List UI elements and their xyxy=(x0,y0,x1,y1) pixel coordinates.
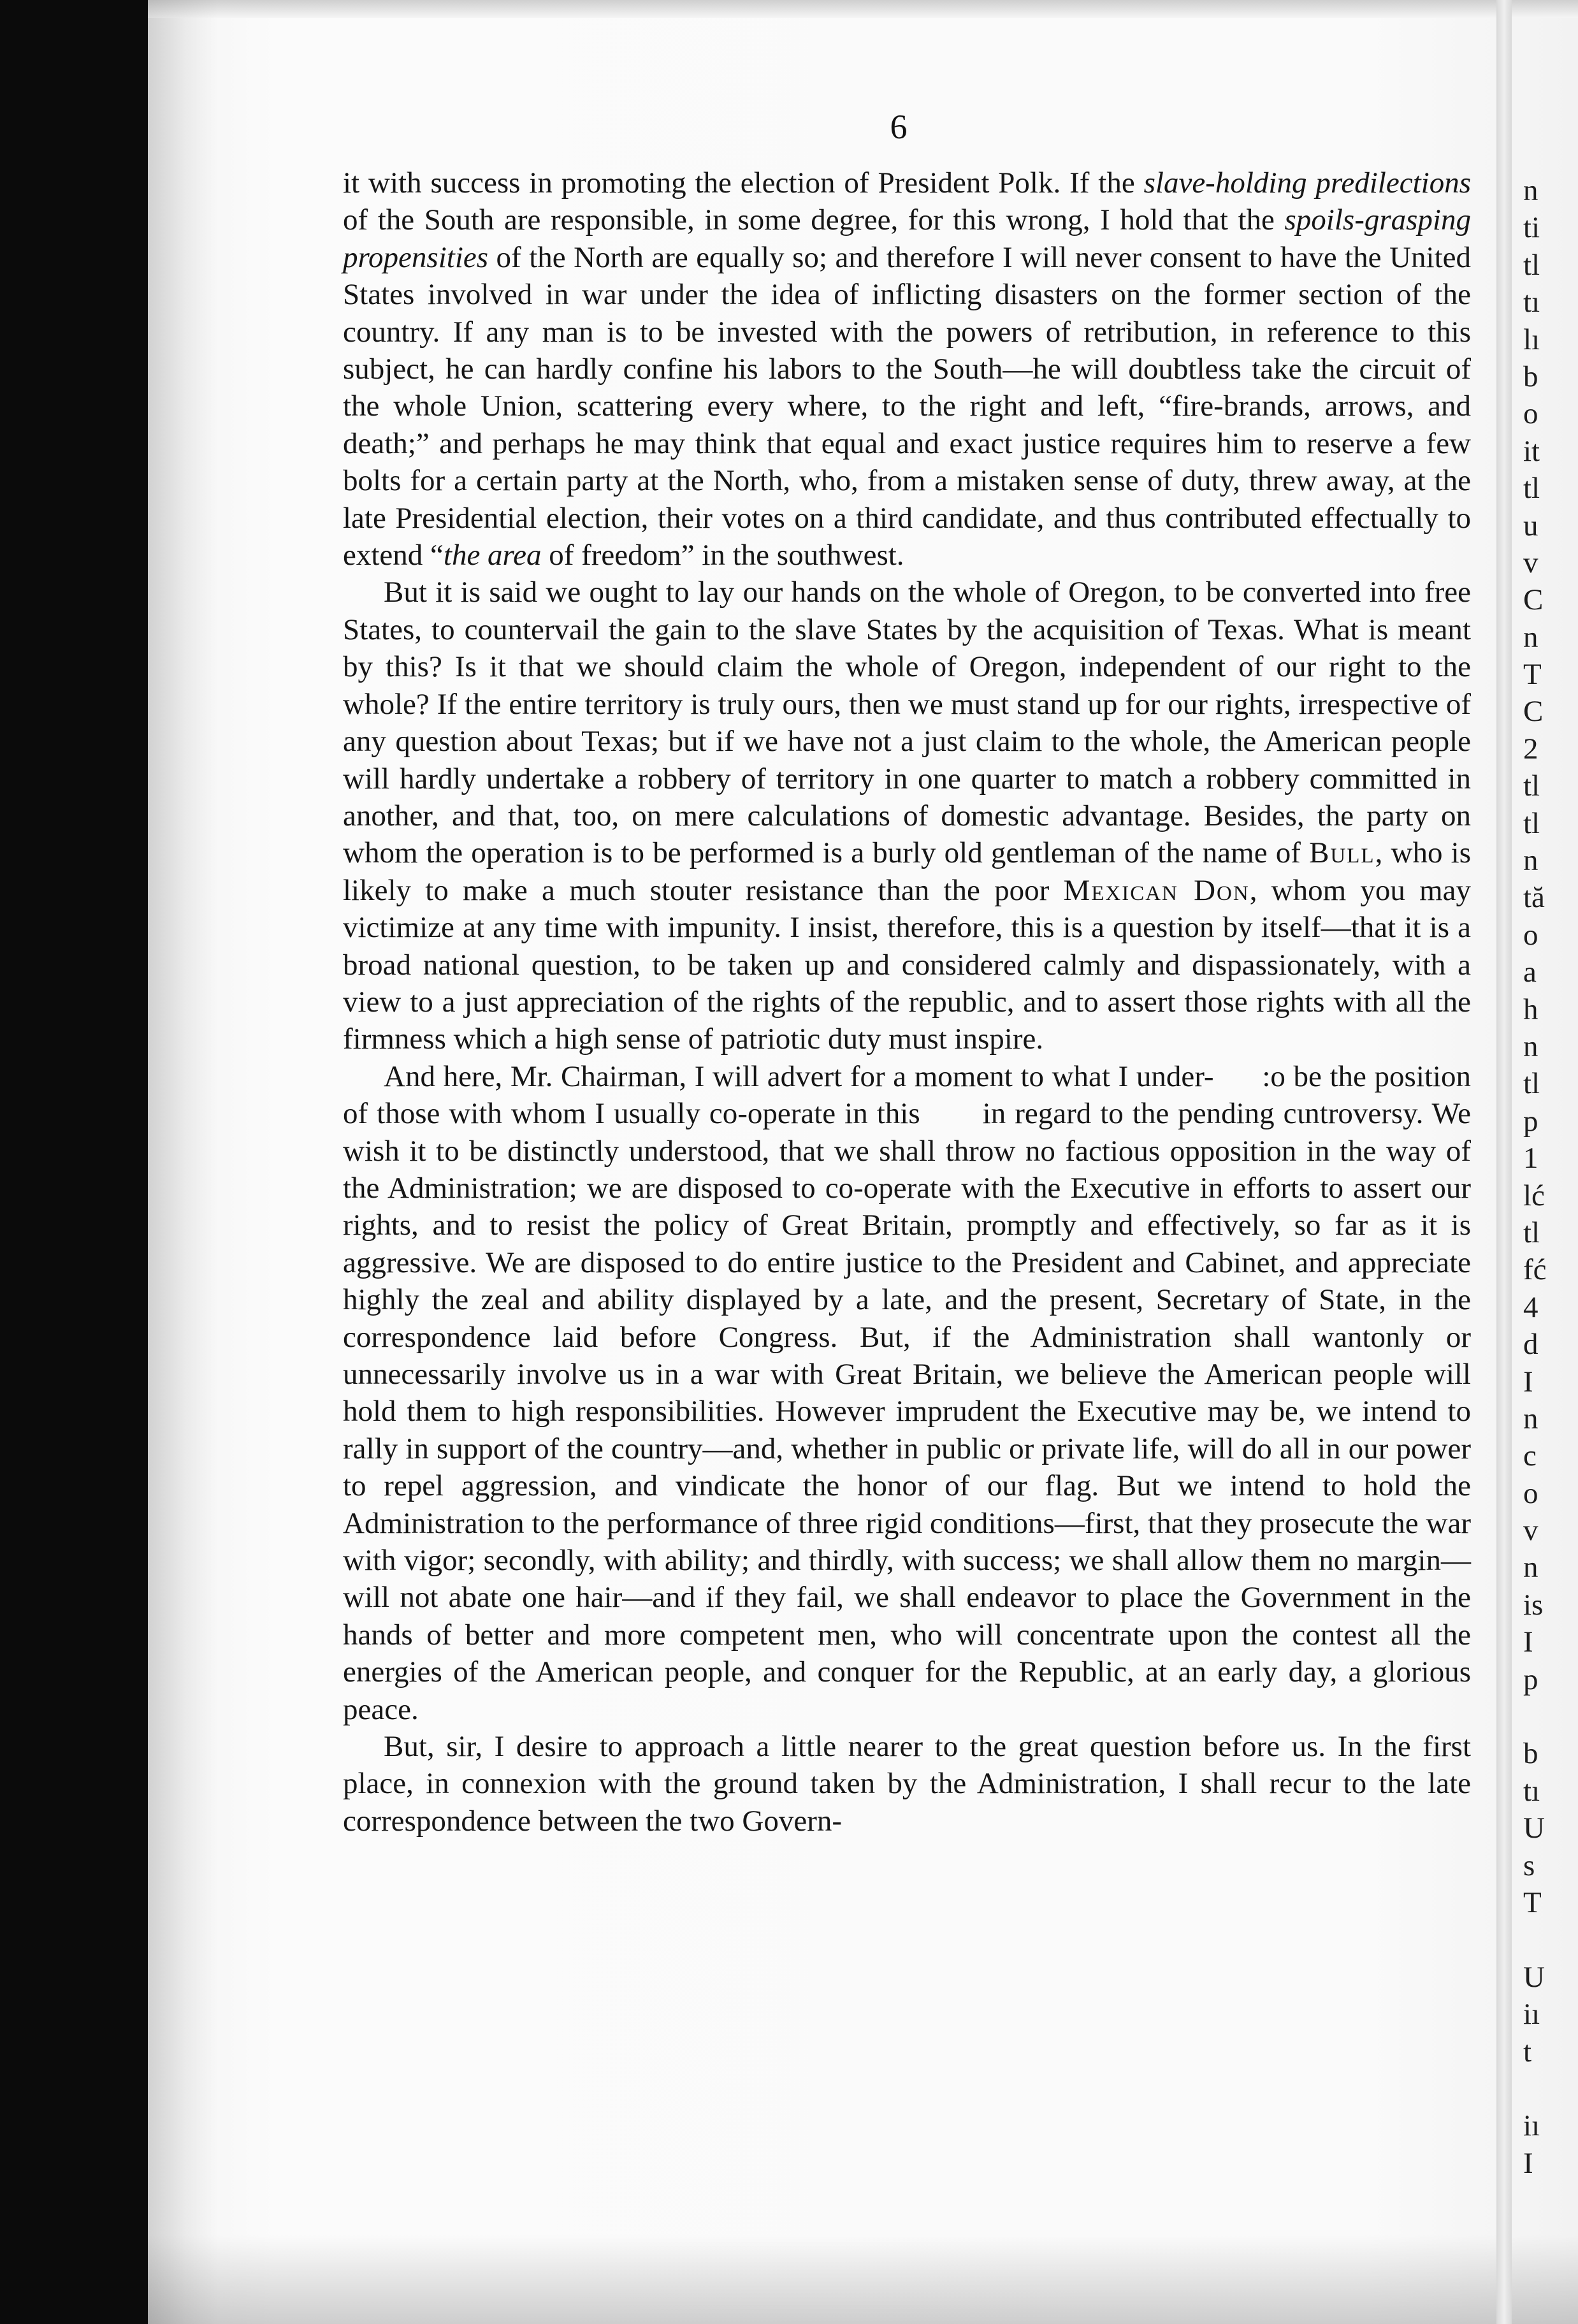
text-run: of the North are equally so; and therefore I will never consent to have the United States involved in war under the idea of inflicting disasters on the former section of the country. If any man is to be invested with the powers of retribution, in reference to this subject, he can hardly confine his labors to the South—he will doubtless take the circuit of the whole Union, scattering every where, to the right and left, “fire-brands, arrows, and death;” and perhaps he may think that equal and exact justice requires him to reserve a few bolts for a certain party at the North, who, from a mistaken sense of duty, threw away, at the late Presidential election, their votes on a third candidate, and thus contributed effectually to extend “ xyxy=(343,240,1471,572)
fragment-line: tl xyxy=(1523,806,1540,840)
text-run: of freedom” in the southwest. xyxy=(541,539,904,572)
fragment-line: tl xyxy=(1523,248,1540,282)
page-divider xyxy=(1496,0,1512,2324)
fragment-line: n xyxy=(1523,1402,1538,1435)
paragraph xyxy=(343,164,1471,574)
text-run: it with success in promoting the election of President Polk. If the xyxy=(343,166,1144,200)
text-run: , whom you may victimize at any time with impunity. I insist, therefore, this is a question by itself—that it is a broad national question, to be taken up and considered calmly and dispassionately, with a view to a just appreciation of the rights of the republic, and to assert those rights with all the firmness which a high sense of patriotic duty must inspire. xyxy=(343,873,1471,1056)
fragment-line: 1 xyxy=(1523,1142,1538,1175)
fragment-line: p xyxy=(1523,1104,1538,1138)
fragment-line: u xyxy=(1523,509,1538,542)
fragment-line: tl xyxy=(1523,1067,1540,1101)
fragment-line: lı xyxy=(1523,323,1540,356)
adjacent-page-fragments xyxy=(1523,172,1578,2182)
fragment-line: n xyxy=(1523,174,1538,207)
fragment-line: tl xyxy=(1523,1216,1540,1249)
fragment-line: iı xyxy=(1523,1998,1540,2031)
fragment-line: n xyxy=(1523,1029,1538,1063)
fragment-line: is xyxy=(1523,1588,1544,1622)
fragment-line: v xyxy=(1523,546,1538,579)
fragment-line: it xyxy=(1523,434,1540,468)
fragment-line: o xyxy=(1523,918,1538,952)
fragment-line: C xyxy=(1523,695,1544,729)
small-caps-text: Bull xyxy=(1309,836,1375,870)
italic-text: slave-holding predilections xyxy=(1143,166,1471,200)
italic-text: spoils-grasping propensities xyxy=(343,203,1471,274)
fragment-line: n xyxy=(1523,844,1538,878)
page-top-edge xyxy=(148,0,1578,18)
page-number: 6 xyxy=(890,108,908,146)
fragment-line: tı xyxy=(1523,286,1540,319)
fragment-line: U xyxy=(1523,1812,1545,1845)
fragment-line: U xyxy=(1523,1960,1545,1994)
fragment-line: T xyxy=(1523,658,1542,692)
fragment-line: d xyxy=(1523,1328,1538,1362)
fragment-line: I xyxy=(1523,1365,1533,1398)
fragment-line: C xyxy=(1523,583,1544,617)
fragment-line: 4 xyxy=(1523,1290,1538,1324)
fragment-line xyxy=(1523,1698,1578,1735)
fragment-line: h xyxy=(1523,992,1538,1026)
fragment-line: tı xyxy=(1523,1774,1540,1808)
fragment-line: p xyxy=(1523,1662,1538,1696)
fragment-line: I xyxy=(1523,1625,1533,1659)
fragment-line: b xyxy=(1523,1737,1538,1771)
fragment-line: s xyxy=(1523,1848,1535,1882)
italic-text: the area xyxy=(443,539,542,572)
fragment-line: v xyxy=(1523,1514,1538,1548)
fragment-line: 2 xyxy=(1523,732,1538,766)
paragraph xyxy=(343,574,1471,1057)
fragment-line: T xyxy=(1523,1885,1542,1919)
fragment-line: tă xyxy=(1523,881,1545,915)
fragment-line: n xyxy=(1523,1551,1538,1585)
text-run: , who is likely to make a much stouter resistance than the poor xyxy=(343,836,1471,907)
page-bottom-shadow xyxy=(148,2235,1578,2324)
fragment-line xyxy=(1523,1921,1578,1958)
fragment-line: o xyxy=(1523,1476,1538,1510)
fragment-line: lć xyxy=(1523,1179,1545,1212)
fragment-line: tl xyxy=(1523,769,1540,803)
paragraph xyxy=(343,1058,1471,1728)
fragment-line: I xyxy=(1523,2146,1533,2180)
fragment-line: tl xyxy=(1523,472,1540,505)
fragment-line: ti xyxy=(1523,211,1540,245)
text-run: But it is said we ought to lay our hands on the whole of Oregon, to be converted into free States, to countervail the gain to the slave States by the acquisition of Texas. What is meant by this? Is it that we should claim the whole of Oregon, independent of our right to the whole? If the entire territory is truly ours, then we must stand up for our rights, irrespective of any question about Texas; but if we have not a just claim to the whole, the American people will hardly undertake a robbery of territory in one quarter to match a robbery committed in another, and that, too, on mere calculations of domestic advantage. Besides, the party on whom the operation is to be performed is a burly old gentleman of the name of xyxy=(343,576,1471,870)
fragment-line: t xyxy=(1523,2035,1532,2068)
fragment-line: n xyxy=(1523,620,1538,654)
text-run: But, sir, I desire to approach a little nearer to the great question before us. In the first place, in connexion with the ground taken by the Administration, I shall recur to the late correspondence between the two Govern- xyxy=(343,1730,1471,1838)
fragment-line: c xyxy=(1523,1439,1537,1473)
binding-shadow xyxy=(148,0,218,2324)
fragment-line: fć xyxy=(1523,1253,1547,1287)
fragment-line: a xyxy=(1523,955,1537,989)
paragraph xyxy=(343,1728,1471,1840)
fragment-line: o xyxy=(1523,397,1538,431)
fragment-line: iı xyxy=(1523,2109,1540,2143)
fragment-line xyxy=(1523,2070,1578,2107)
text-run: And here, Mr. Chairman, I will advert for a moment to what I under- :o be the position of those with whom I usually co-operate in this in regard to the pending cɩntroversy. We wish it to be distinctly understood, that we shall throw no factious opposition in the way of the Administration; we are disposed to co-operate with the Executive in efforts to assert our rights, and to resist the policy of Great Britain, promptly and effectively, so far as it is aggressive. We are disposed to do entire justice to the President and Cabinet, and appreciate highly the zeal and ability displayed by a late, and the present, Secretary of State, in the correspondence laid before Congress. But, if the Administration shall wantonly or unnecessarily involve us in a war with Great Britain, we believe the American people will hold them to high responsibilities. However imprudent the Executive may be, we intend to rally in support of the country—and, whether in public or private life, will do all in our power to repel aggression, and vindicate the honor of our flag. But we intend to hold the Administration to the performance of three rigid conditions—first, that they prosecute the war with vigor; secondly, with ability; and thirdly, with success; we shall allow them no margin—will not abate one hair—and if they fail, we shall endeavor to place the Government in the hands of better and more competent men, who will concentrate upon the contest all the energies of the American people, and conquer for the Republic, at an early day, a glorious peace. xyxy=(343,1059,1471,1726)
text-run: of the South are responsible, in some degree, for this wrong, I hold that the xyxy=(343,203,1285,237)
body-text xyxy=(343,164,1471,1840)
small-caps-text: Mexican Don xyxy=(1063,873,1250,907)
fragment-line: b xyxy=(1523,359,1538,393)
